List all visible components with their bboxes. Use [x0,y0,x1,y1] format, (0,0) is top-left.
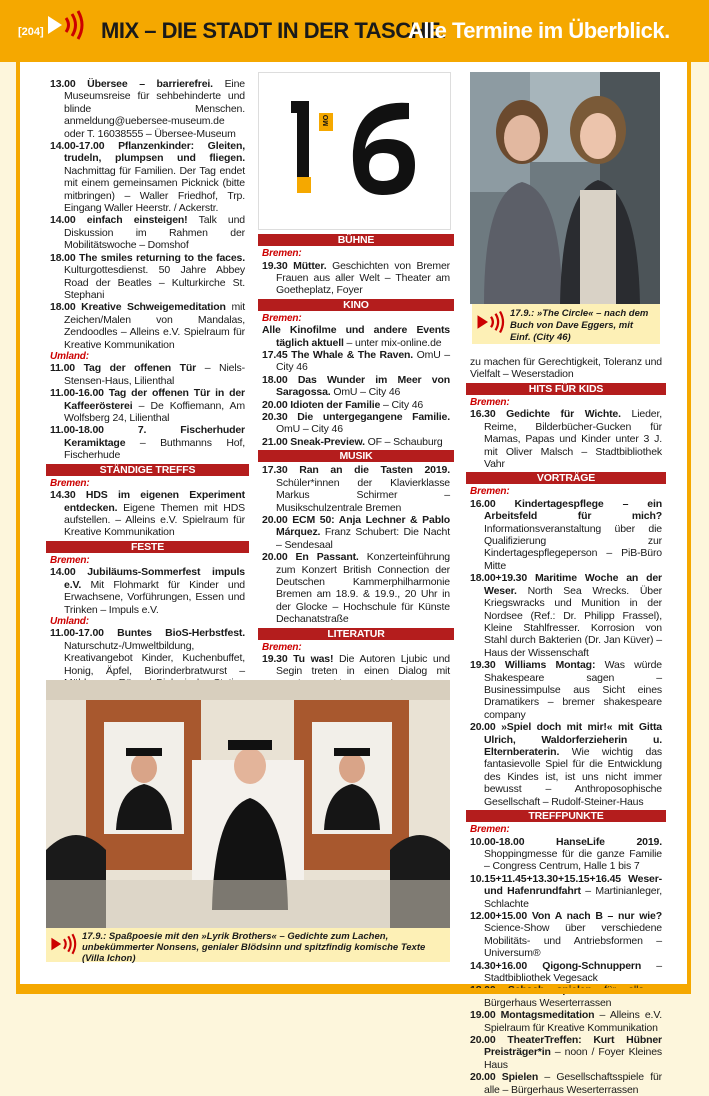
event-details: Shoppingmesse für die ganze Familie – Congress Centrum, Halle 1 bis 7 [484,847,662,873]
event-title: 11.00 Tag der offenen Tür [50,362,197,375]
event-details: Talk und Diskussion im Rahmen der Mobilitätswoche – Domshof [64,214,245,252]
event-details: Bürgerhaus Weserterrassen [484,996,612,1009]
location-label: Bremen: [470,396,510,408]
event-entry [470,572,662,659]
event-entry [470,1034,662,1071]
event-title: 14.00 Jubiläums-Sommerfest impuls e.V. [50,566,245,591]
location-label: Bremen: [470,824,510,835]
event-details: OF – Schauburg [364,435,443,448]
event-details: Konzerteinführung zum Konzert British Connection der Deutschen Kammerphilharmonie Bremen am 18.9. & 19.9., 20 Uhr in der Glocke – Hochschule für Künste Dechanatstraße [276,551,450,626]
event-details: Geschichten von Bremer Frauen aus aller Welt – Theater am Goetheplatz, Foyer [276,259,450,297]
event-details: North Sea Wrecks. Über Kriegswracks und Munition in der Nordsee (Ref.: Dr. Philipp Frassel), Kleine Stahlfresser. Korrosion von Stahl durch Bakterien (Dr. Jan Küver) – Haus der Wissenschaft [484,584,662,659]
event-entry [470,721,662,808]
event-title: 20.00 En Passant. [262,551,359,564]
event-entry [470,836,662,873]
event-details: Lieder, Reime, Bilderbücher-Gucken für Mamas, Papas und Kinder unter 3 J. mit Oliver Malsch – Stadtbibliothek Vahr [484,408,662,470]
speaker-icon [50,932,78,956]
event-title: 16.30 Gedichte für Wichte. [470,408,621,421]
event-details: Die Autoren Ljubic und Segin treten in einen Dialog mit [276,653,450,678]
event-entry [50,489,245,539]
event-entry [470,1071,662,1096]
page-subtitle: Alle Termine im Überblick. [408,18,670,43]
event-entry [50,387,245,424]
event-details: – Martinianleger, Schlachte [484,885,662,910]
event-entry [50,566,245,616]
section-heading: STÄNDIGE TREFFS [46,464,249,476]
caption-text: 17.9.: Spaßpoesie mit den »Lyrik Brothers« – Gedichte zum Lachen, unbekümmerter Nonsens, genialer Blödsinn und spitzfindig komische Texte (Villa Ichon) [82,931,426,964]
page-title: MIX – DIE STADT IN DER TASCHE. [101,18,446,43]
event-title: 12.00+15.00 Von A nach B – nur wie? [470,909,662,922]
event-title: 16.00 Kindertagespflege – ein Arbeitsfeld für mich? [470,497,662,523]
listing-column-3 [470,356,662,1096]
event-details: Eine Museumsreise für sehbehinderte und blinde Menschen. anmeldung@uebersee-museum.de oder T. 16038555 – Übersee-Museum [64,78,245,140]
speaker-icon [476,310,506,334]
event-details: Mit Flohmarkt für Kinder und Erwachsene, Vorführungen, Essen und Trinken – Impuls e.V. [64,578,245,616]
date-graphic [259,73,452,231]
event-title: 17.30 Ran an die Tasten 2019. [262,464,450,477]
listing-column-1 [50,78,245,752]
photo-caption-1 [472,304,660,344]
event-title: 10.00-18.00 HanseLife 2019. [470,835,662,848]
event-title: 21.00 Sneak-Preview. [262,435,365,448]
event-entry [262,464,450,514]
event-details: OmU – City 46 [276,423,343,436]
event-details: – Stadtbibliothek Vegesack [484,959,662,984]
location-label: Umland: [50,615,89,627]
event-title: 14.30 HDS im eigenen Experiment entdecken. [50,489,245,514]
event-entry [50,362,245,387]
location-label: Bremen: [262,248,302,259]
event-details: Informationsveranstaltung über die Qualifizierung zur Kindertagespflegeperson – PiB-Büro Mitte [484,522,662,572]
event-entry [262,514,450,551]
event-details: Eigene Themen mit HDS aufstellen. – Alleins e.V. Spielraum für Kreative Kommunikation [64,501,245,539]
event-entry [470,498,662,572]
event-details: Wie wichtig das fantasievolle Spiel für die Entwicklung des Kindes ist, ist uns nicht immer bewusst – Anthroposophische Gesellschaft – Rudolf-Steiner-Haus [484,745,662,808]
event-title: 18.00 The smiles returning to the faces. [50,251,245,264]
footer-line [16,988,691,994]
event-entry [50,424,245,461]
section-heading: FESTE [46,541,249,553]
event-details: Franz Schubert: Die Nacht – Sendesaal [276,526,450,551]
section-heading: LITERATUR [258,628,454,640]
event-entry [470,659,662,721]
event-entry [262,411,450,436]
photo-caption-2 [46,928,450,962]
event-details: Naturschutz-/Umweltbildung, Kreativangebot Kinder, Kuchenbuffet, Honig, Äpfel, Biorinderbratwurst – [64,639,245,677]
event-title: Alle Kinofilme und andere Events täglich aktuell [262,324,450,349]
event-details: mit Zeichen/Malen von Mandalas, Zendoodles – Alleins e.V. Spielraum für Kreative Kommunikation [64,301,245,351]
listing-continuation: zu machen für Gerechtigkeit, Toleranz und Vielfalt – Weserstadion [470,356,662,381]
event-details: – Niels-Stensen-Haus, Lilienthal [64,362,245,387]
location-label: Bremen: [262,312,302,324]
event-details: Kulturgottesdienst. 50 Jahre Abbey Road der Beatles – Kulturkirche St. Stephani [64,264,245,301]
event-title: 14.00 einfach einsteigen! [50,214,188,227]
event-title: 18.00 Kreative Schweigemeditation [50,301,226,314]
page-number: [204] [18,26,44,38]
date-box [258,72,451,230]
weekday-label: MO [323,114,331,127]
event-title: 20.30 Die untergegangene Familie. [262,411,450,424]
event-entry [470,1009,662,1034]
event-entry [262,349,450,374]
event-details: OmU – City 46 [276,349,450,374]
event-details: OmU – City 46 [330,386,401,399]
speaker-icon [46,10,86,40]
event-entry [50,140,245,214]
event-title: 19.00 Montagsmeditation [470,1009,595,1022]
event-entry [470,873,662,910]
event-details: Nachmittag für Familien. Der Tag endet mit einem gemeinsamen Picknick (bitte mitbringen) – Waller Friedhof, Trp. Eingang Waller Heerstr. / Ackerstr. [64,164,245,215]
movie-photo [470,72,660,304]
event-title: 18.00+19.30 Maritime Woche an der Weser. [470,572,662,597]
event-details: – Alleins e.V. Spielraum für Kreative Kommunikation [484,1009,662,1034]
event-title: 14.00-17.00 Pflanzenkinder: Gleiten, trudeln, plumpsen und fliegen. [50,140,245,165]
section-heading: MUSIK [258,450,454,462]
event-title: 20.00 Spielen [470,1071,539,1084]
event-entry [262,436,450,448]
event-details: – De Koffiemann, Am Wolfsberg 24, Lilienthal [64,399,245,425]
location-label: Bremen: [50,554,90,566]
section-heading: VORTRÄGE [466,472,666,484]
event-title: 11.00-18.00 7. Fischerhuder Keramiktage [50,424,245,449]
event-entry [50,78,245,140]
event-entry [262,374,450,399]
event-details: Schüler*innen der Klavierklasse Markus Schirmer – Musikschulzentrale Bremen [276,476,450,514]
location-label: Umland: [50,350,89,362]
event-details: – Buthmanns Hof, Fischerhude [64,436,245,462]
location-label: Bremen: [262,641,302,653]
event-details: – unter mix-online.de [343,336,442,349]
listing-column-2 [262,232,450,728]
event-title: 20.00 TheaterTreffen: Kurt Hübner Preisträger*in [470,1034,662,1059]
event-details: – City 46 [380,398,424,411]
location-label: Bremen: [470,486,510,498]
event-entry [262,399,450,411]
event-entry [262,260,450,297]
event-entry [262,324,450,349]
section-heading: HITS FÜR KIDS [466,383,666,395]
event-entry [262,551,450,625]
event-title: 13.00 Übersee – barrierefrei. [50,78,213,90]
location-label: Bremen: [50,477,90,489]
event-entry [470,960,662,985]
event-details: Was würde Shakespeare sagen – Businessimpulse aus Sicht eines Dramatikers – bremer shakespeare company [484,659,662,721]
event-details: – Gesellschaftsspiele für alle – Bürgerhaus Weserterrassen [484,1071,662,1096]
event-entry [470,408,662,470]
event-entry [470,910,662,960]
event-details: – noon / Foyer Kleines Haus [484,1046,662,1071]
section-heading: KINO [258,299,454,311]
event-title: 20.00 »Spiel doch mit mir!« mit Gitta Ulrich, Waldorferzieherin u. Elternberaterin. [470,721,662,758]
event-title: 20.00 ECM 50: Anja Lechner & Pablo Márquez. [262,513,450,539]
event-title: 20.00 Idioten der Familie [262,398,381,411]
event-title: 19.30 Tu was! [262,653,334,666]
caption-text: 17.9.: »The Circle« – nach dem Buch von Dave Eggers, mit Einf. (City 46) [510,308,649,343]
section-heading: TREFFPUNKTE [466,810,666,822]
event-title: 19.30 Mütter. [262,259,327,272]
section-heading: BÜHNE [258,234,454,246]
event-entry [50,214,245,251]
event-entry [50,301,245,351]
event-details: Science-Show über verschiedene Mobilitäts- und Antriebsformen – Universum® [484,922,662,960]
event-title: 19.30 Williams Montag: [470,659,596,672]
event-title: 10.15+11.45+13.30+15.15+16.45 Weser- und Hafenrundfahrt [470,872,662,898]
event-title: 18.00 Das Wunder im Meer von Saragossa. [262,373,450,399]
event-title: 14.30+16.00 Qigong-Schnuppern [470,959,642,972]
event-title: 11.00-17.00 Buntes BioS-Herbstfest. [50,627,245,640]
event-title: 17.45 The Whale & The Raven. [262,349,414,362]
page-header [0,0,709,62]
event-entry [50,252,245,302]
event-title: 11.00-16.00 Tag der offenen Tür in der Kaffeerösterei [50,387,245,412]
lyrik-brothers-photo [46,680,450,928]
